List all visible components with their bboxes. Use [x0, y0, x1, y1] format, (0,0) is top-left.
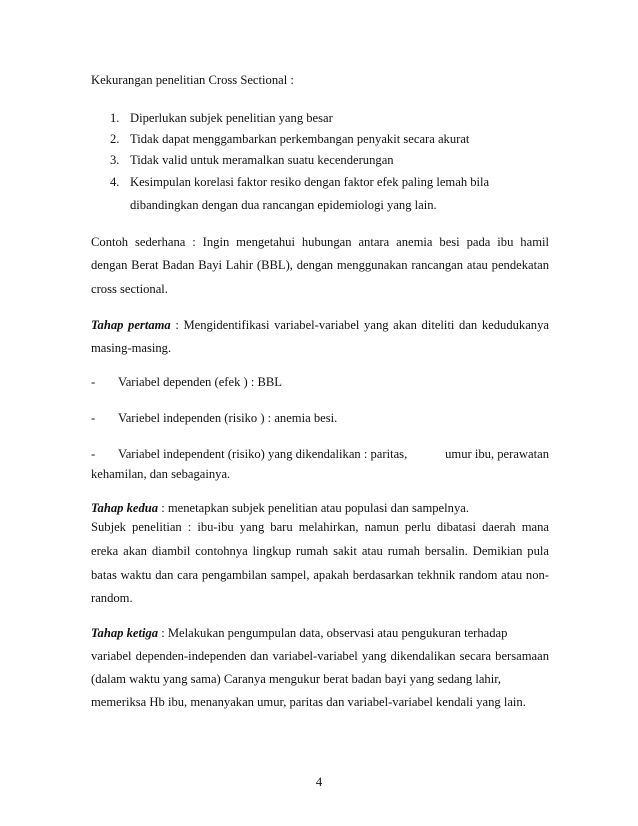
- step-text: : Melakukan pengumpulan data, observasi atau pengukuran terhadap: [158, 626, 508, 640]
- step-second-line: Subjek penelitian : ibu-ibu yang baru melahirkan, namun perlu dibatasi daerah mana: [91, 520, 549, 534]
- step-first: [91, 317, 549, 333]
- variable-text: Variabel dependen (efek ) : BBL: [118, 375, 283, 389]
- step-second-line: batas waktu dan cara pengambilan sampel, apakah berdasarkan tekhnik random atau non-: [91, 568, 549, 582]
- step-first-cont: masing-masing.: [91, 341, 172, 355]
- step-second-line: random.: [91, 591, 133, 605]
- step-second: [91, 500, 549, 516]
- step-third-line: (dalam waktu yang sama) Caranya mengukur berat badan bayi yang sedang lahir,: [91, 672, 502, 686]
- example-line: Contoh sederhana : Ingin mengetahui hubungan antara anemia besi pada ibu hamil: [91, 235, 549, 249]
- step-label: Tahap pertama: [91, 318, 171, 332]
- list-text: Kesimpulan korelasi faktor resiko dengan faktor efek paling lemah bila: [130, 175, 490, 189]
- step-text: : menetapkan subjek penelitian atau populasi dan sampelnya.: [158, 501, 469, 515]
- step-label: Tahap kedua: [91, 501, 159, 515]
- list-text: Tidak dapat menggambarkan perkembangan penyakit secara akurat: [130, 132, 470, 146]
- step-text: : Mengidentifikasi variabel-variabel yang akan diteliti dan kedudukanya: [170, 318, 549, 332]
- list-number: 4.: [110, 175, 120, 189]
- step-second-line: ereka akan diambil contohnya lingkup rumah sakit atau rumah bersalin. Demikian pula: [91, 544, 549, 558]
- variable-text: umur ibu, perawatan: [445, 447, 549, 461]
- dash-bullet: -: [91, 375, 96, 389]
- list-number: 3.: [110, 153, 120, 167]
- variable-controlled-cont: kehamilan, dan sebagainya.: [91, 467, 231, 481]
- step-third: [91, 625, 549, 641]
- list-number: 2.: [110, 132, 120, 146]
- dash-bullet: -: [91, 447, 96, 461]
- example-line: cross sectional.: [91, 282, 168, 296]
- page-number: 4: [315, 775, 323, 789]
- dash-bullet: -: [91, 411, 96, 425]
- example-line: dengan Berat Badan Bayi Lahir (BBL), dengan menggunakan rancangan atau pendekatan: [91, 258, 549, 272]
- list-text: Tidak valid untuk meramalkan suatu kecenderungan: [130, 153, 394, 167]
- list-text: Diperlukan subjek penelitian yang besar: [130, 111, 333, 125]
- variable-text: Variebel independen (risiko ) : anemia besi.: [118, 411, 338, 425]
- step-third-line: memeriksa Hb ibu, menanyakan umur, paritas dan variabel-variabel kendali yang lain.: [91, 695, 526, 709]
- list-item-continuation: dibandingkan dengan dua rancangan epidemiologi yang lain.: [130, 198, 437, 212]
- section-heading: Kekurangan penelitian Cross Sectional :: [91, 73, 294, 87]
- step-third-line: variabel dependen-independen dan variabel-variabel yang dikendalikan secara bersamaan: [91, 649, 549, 663]
- list-number: 1.: [110, 111, 120, 125]
- variable-text: Variabel independent (risiko) yang dikendalikan : paritas,: [118, 447, 408, 461]
- step-label: Tahap ketiga: [91, 626, 159, 640]
